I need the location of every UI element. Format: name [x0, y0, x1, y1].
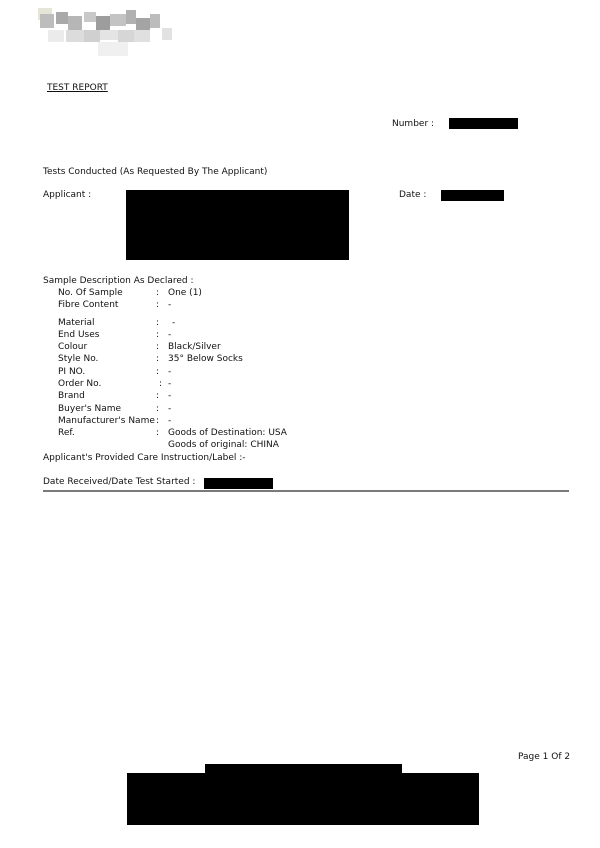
field-colon: : — [156, 318, 160, 328]
date-received-label: Date Received/Date Test Started : — [43, 477, 196, 487]
sample-description-heading: Sample Description As Declared : — [43, 276, 194, 286]
field-colon: : — [156, 416, 160, 426]
field-label-manufacturers-name: Manufacturer's Name — [58, 416, 155, 426]
field-value-colour: Black/Silver — [168, 342, 221, 352]
field-value-ref: Goods of Destination: USA — [168, 428, 287, 438]
care-instruction-label: Applicant's Provided Care Instruction/Label :- — [43, 453, 246, 463]
field-colon: : — [156, 404, 160, 414]
field-colon: : — [156, 391, 160, 401]
redacted-date — [441, 190, 504, 201]
report-title: TEST REPORT — [47, 83, 108, 93]
field-value-no-of-sample: One (1) — [168, 288, 202, 298]
field-value-brand: - — [168, 391, 172, 401]
field-label-material: Material — [58, 318, 95, 328]
field-colon: : — [156, 367, 160, 377]
field-colon: : — [159, 379, 163, 389]
field-label-end-uses: End Uses — [58, 330, 100, 340]
field-value-order-no: - — [168, 379, 172, 389]
field-value-fibre-content: - — [168, 300, 172, 310]
section-divider — [43, 490, 569, 492]
applicant-label: Applicant : — [43, 190, 92, 200]
field-colon: : — [156, 354, 160, 364]
field-label-fibre-content: Fibre Content — [58, 300, 119, 310]
redacted-date-received — [204, 478, 273, 489]
field-label-no-of-sample: No. Of Sample — [58, 288, 123, 298]
field-colon: : — [156, 330, 160, 340]
field-colon: : — [156, 428, 160, 438]
field-label-order-no: Order No. — [58, 379, 102, 389]
date-label: Date : — [399, 190, 427, 200]
field-value-buyers-name: - — [168, 404, 172, 414]
number-label: Number : — [392, 119, 435, 129]
tests-conducted-heading: Tests Conducted (As Requested By The Applicant) — [43, 167, 268, 177]
field-label-pi-no: PI NO. — [58, 367, 86, 377]
field-value-manufacturers-name: - — [168, 416, 172, 426]
field-label-colour: Colour — [58, 342, 88, 352]
field-value-material: - — [172, 318, 176, 328]
field-colon: : — [156, 288, 160, 298]
redacted-footer — [127, 773, 479, 825]
field-value-end-uses: - — [168, 330, 172, 340]
field-colon: : — [156, 342, 160, 352]
field-value-pi-no: - — [168, 367, 172, 377]
redacted-number — [449, 118, 518, 129]
redacted-applicant — [126, 190, 349, 260]
page-number: Page 1 Of 2 — [518, 752, 571, 762]
field-value-ref-line2: Goods of original: CHINA — [168, 440, 279, 450]
field-label-style-no: Style No. — [58, 354, 99, 364]
field-label-buyers-name: Buyer's Name — [58, 404, 122, 414]
field-value-style-no: 35° Below Socks — [168, 354, 243, 364]
field-label-ref: Ref. — [58, 428, 75, 438]
field-label-brand: Brand — [58, 391, 85, 401]
company-logo — [38, 8, 173, 60]
field-colon: : — [156, 300, 160, 310]
